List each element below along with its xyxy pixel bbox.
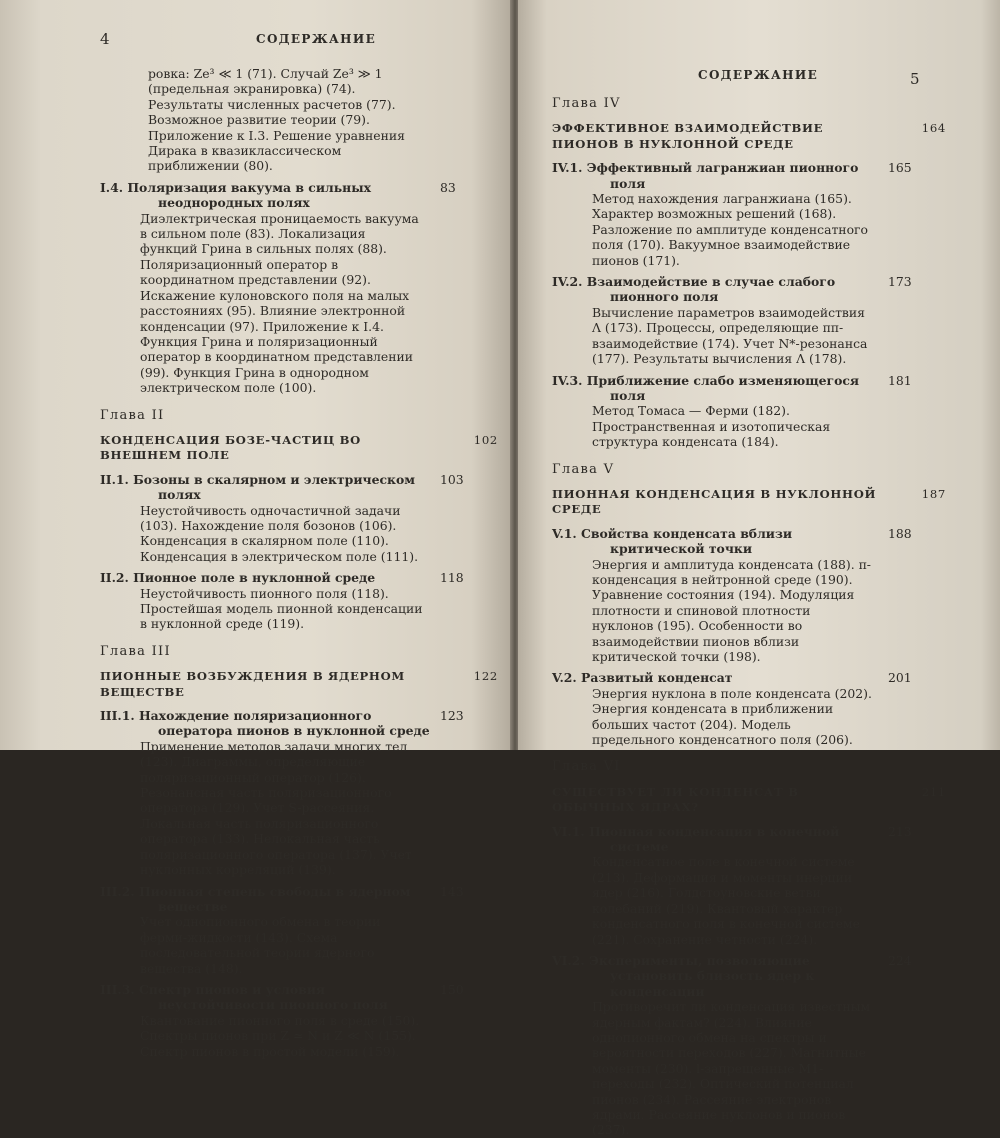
toc-right bbox=[552, 84, 950, 1138]
page-ref: 102 bbox=[473, 432, 498, 447]
section-title-text: IV.2. Взаимодействие в случае слабого пионного поля bbox=[552, 274, 836, 305]
section-title-text: IV.1. Эффективный лагранжиан пионного поля bbox=[552, 160, 859, 191]
section-title: II.1. Бозоны в скалярном и электрическом полях 103 bbox=[100, 471, 464, 503]
section-title: V.1. Свойства конденсата вблизи критической точки 188 bbox=[552, 525, 912, 557]
part-title bbox=[100, 433, 502, 464]
chapter-heading: Глава IV bbox=[552, 96, 621, 111]
section-title: III.1. Нахождение поляризационного оператора пионов в нуклонной среде 123 bbox=[100, 708, 464, 739]
section-description: Применение методов задачи многих тел (123). Диаграммы, определяющие поляризационный оператор (126). Резонансная часть поляризационного оператора (129). Учет S-рассеяния. Локальная часть поляризационного оператора (133). Нелокальная часть поляризационного оператора (137). Учет нуклонных корреляций (139). bbox=[140, 738, 412, 878]
section-title-text: II.2. Пионное поле в нуклонной среде bbox=[100, 570, 376, 586]
section-title: VI.2. Эксперименты, позволяющие установить близость ядер к конденсации 224 bbox=[552, 952, 912, 999]
section-description: Учет однопионного обмена в теории ферми-жидкости (143). Схема последовательной теории ядерного вещества (148). bbox=[140, 914, 381, 976]
section-title: V.2. Развитый конденсат 201 bbox=[552, 670, 912, 686]
section-description: Квантование пионного поля в среде (150). Спектры пионов при Z ≃ N и Z ≪ N (155). Спектр пионов в простой модели (159). bbox=[140, 1012, 420, 1059]
section-description: Неустойчивость одночастичной задачи (103). Нахождение поля бозонов (106). Конденсация в скалярном поле (110). Конденсация в электрическом поле (111). bbox=[140, 502, 419, 564]
section-title-text: VI.2. Эксперименты, позволяющие установить близость ядер к конденсации bbox=[552, 952, 815, 999]
section-title-text: III.2. Пионная степень свободы в ядерном веществе bbox=[100, 883, 411, 914]
page-ref: 164 bbox=[921, 121, 946, 136]
continuation-text: ровка: Ze³ ≪ 1 (71). Случай Ze³ ≫ 1 (предельная экранировка) (74). Результаты численных расчетов (77). Возможное развитие теории (79). Приложение к I.3. Решение уравнения Дирака в квазиклассическом приближении (80). bbox=[148, 66, 405, 174]
chapter-heading: Глава V bbox=[552, 461, 615, 477]
right-page bbox=[518, 0, 1000, 1138]
section-title-text: II.1. Бозоны в скалярном и электрическом полях bbox=[100, 471, 416, 503]
chapter-heading: Глава II bbox=[100, 407, 165, 423]
section-title-text: V.2. Развитый конденсат bbox=[552, 670, 733, 686]
section-title: III.2. Пионная степень свободы в ядерном веществе 143 bbox=[100, 883, 464, 914]
section-description: Метод Томаса — Ферми (182). Пространственная и изотопическая структура конденсата (184). bbox=[592, 403, 831, 450]
section-title: IV.2. Взаимодействие в случае слабого пионного поля 173 bbox=[552, 274, 912, 305]
section-description: Вычисление параметров взаимодействия Λ (173). Процессы, определяющие ππ-взаимодействие (174). Учет N*-резонанса (177). Результаты вычисления Λ (178). bbox=[592, 304, 868, 367]
section-description: Противоречит ли конденсация известным ядерным фактам? (224). Влияние однопионного обмена на спектры и вероятности переходов (227). Магнитные моменты (230). l-запрещенные M1-переходы (232). Оптический потенциал пионов (234). Рассеяние электронов ядрами. Рассеяние нуклонов и пионов (237). bbox=[592, 999, 871, 1138]
section-title-text: VI.1. Пионная конденсация в конечной системе bbox=[552, 823, 840, 855]
part-title-text: ПИОННАЯ КОНДЕНСАЦИЯ В НУКЛОННОЙ СРЕДЕ bbox=[552, 486, 877, 517]
toc-left bbox=[100, 66, 502, 1059]
section-title: IV.3. Приближение слабо изменяющегося поля 181 bbox=[552, 372, 912, 403]
section-description: Неустойчивость пионного поля (118). Простейшая модель пионной конденсации в нуклонной среде (119). bbox=[140, 585, 423, 632]
section-title: I.4. Поляризация вакуума в сильных неоднородных полях 83 bbox=[100, 179, 456, 211]
section-title-text: III.1. Нахождение поляризационного оператора пионов в нуклонной среде bbox=[100, 708, 430, 739]
part-title-text: ЭФФЕКТИВНОЕ ВЗАИМОДЕЙСТВИЕ ПИОНОВ В НУКЛОННОЙ СРЕДЕ bbox=[552, 121, 824, 151]
page-ref: 187 bbox=[921, 486, 946, 501]
section-title-text: V.1. Свойства конденсата вблизи критической точки bbox=[552, 525, 793, 557]
part-title bbox=[552, 121, 950, 152]
part-title bbox=[100, 669, 502, 700]
section-title-text: IV.3. Приближение слабо изменяющегося поля bbox=[552, 372, 860, 403]
page-number: 4 bbox=[100, 30, 110, 48]
section-title: IV.1. Эффективный лагранжиан пионного поля 165 bbox=[552, 160, 912, 191]
section-title: VI.1. Пионная конденсация в конечной системе 213 bbox=[552, 823, 912, 855]
part-title bbox=[552, 785, 950, 816]
running-header: СОДЕРЖАНИЕ bbox=[256, 32, 377, 46]
part-title bbox=[552, 487, 950, 518]
left-page bbox=[0, 0, 512, 1059]
section-description: Энергия нуклона в поле конденсата (202). Энергия конденсата в приближении больших частот (204). Модель предельного конденсатного поля (206). bbox=[592, 685, 872, 748]
part-title-text: КОНДЕНСАЦИЯ БОЗЕ-ЧАСТИЦ ВО ВНЕШНЕМ ПОЛЕ bbox=[100, 432, 361, 463]
section-title-text: III.3. Спектр пионов и условия неустойчивости пионного поля bbox=[100, 981, 388, 1013]
section-title: III.3. Спектр пионов и условия неустойчивости пионного поля 150 bbox=[100, 981, 464, 1013]
page-number: 5 bbox=[910, 70, 920, 88]
page-ref: 122 bbox=[473, 669, 498, 684]
section-description: Метод нахождения лагранжиана (165). Характер возможных решений (168). Разложение по амплитуде конденсатного поля (170). Вакуумное взаимодействие пионов (171). bbox=[592, 191, 868, 268]
section-title: II.2. Пионное поле в нуклонной среде 118 bbox=[100, 570, 464, 586]
part-title-text: ПИОННЫЕ ВОЗБУЖДЕНИЯ В ЯДЕРНОМ ВЕЩЕСТВЕ bbox=[100, 669, 405, 699]
page-ref: 211 bbox=[921, 784, 946, 799]
section-title-text: I.4. Поляризация вакуума в сильных неоднородных полях bbox=[100, 179, 372, 211]
chapter-heading: Глава VI bbox=[552, 759, 621, 775]
section-description: Энергия и амплитуда конденсата (188). π-конденсация в нейтронной среде (190). Уравнение состояния (194). Модуляция плотности и спиновой плотности нуклонов (195). Особенности во взаимодействии пионов вблизи критической точки (198). bbox=[592, 556, 871, 664]
chapter-heading: Глава III bbox=[100, 643, 171, 659]
running-header: СОДЕРЖАНИЕ bbox=[698, 68, 819, 82]
part-title-text: СУЩЕСТВУЕТ ЛИ КОНДЕНСАТ В ОБЫЧНЫХ ЯДРАХ? bbox=[552, 784, 799, 815]
section-description: Конденсатное поле в конечной системе (213). Деформация и моменты инерции ядер (216). Голдстоуновские ветви колебаний (219). Квантовый характер конденсатного поля в конечной системе (221). Сохранение четности (224). bbox=[592, 854, 860, 947]
section-description: Диэлектрическая проницаемость вакуума в сильном поле (83). Локализация функций Грина в сильных полях (88). Поляризационный оператор в координатном представлении (92). Искажение кулоновского поля на малых расстояниях (95). Влияние электронной конденсации (97). Приложение к I.4. Функция Грина и поляризационный оператор в координатном представлении (99). Функция Грина в однородном электрическом поле (100). bbox=[140, 210, 419, 396]
